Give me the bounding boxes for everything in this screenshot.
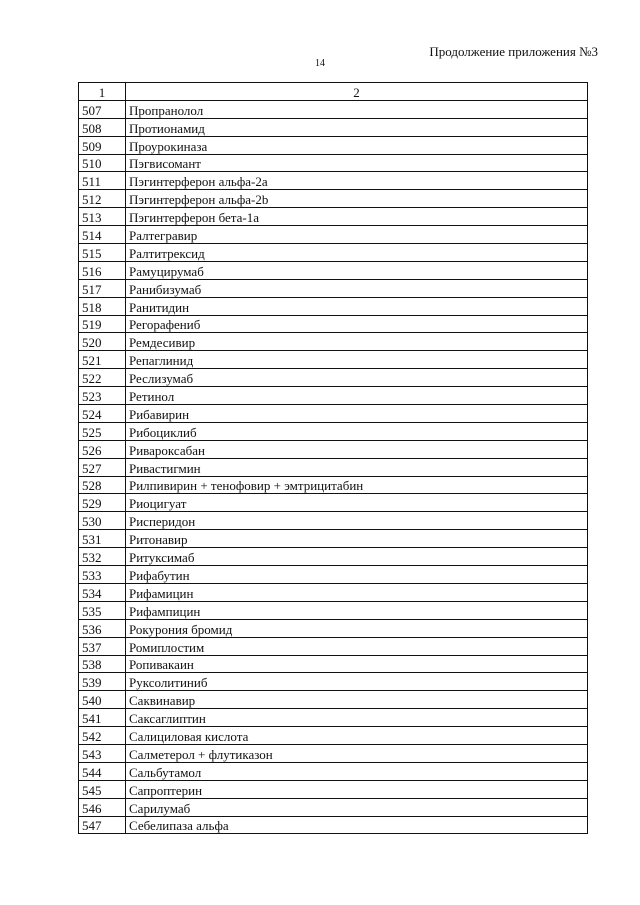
row-number: 508	[79, 118, 126, 136]
row-number: 513	[79, 208, 126, 226]
row-number: 527	[79, 458, 126, 476]
table-row	[79, 118, 588, 136]
row-number: 542	[79, 727, 126, 745]
row-number: 537	[79, 637, 126, 655]
row-number: 535	[79, 601, 126, 619]
table-row	[79, 351, 588, 369]
row-number: 533	[79, 566, 126, 584]
drug-name: Руксолитиниб	[126, 673, 588, 691]
drug-name: Рифабутин	[126, 566, 588, 584]
row-number: 531	[79, 530, 126, 548]
table-row	[79, 709, 588, 727]
row-number: 544	[79, 762, 126, 780]
row-number: 547	[79, 816, 126, 834]
row-number: 523	[79, 387, 126, 405]
drug-name: Ранибизумаб	[126, 279, 588, 297]
row-number: 522	[79, 369, 126, 387]
drug-name: Рибавирин	[126, 405, 588, 423]
table-row	[79, 190, 588, 208]
drug-name: Сапроптерин	[126, 780, 588, 798]
table-row	[79, 512, 588, 530]
row-number: 524	[79, 405, 126, 423]
table-row	[79, 691, 588, 709]
drug-name: Рифамицин	[126, 583, 588, 601]
table-row	[79, 136, 588, 154]
drug-name: Ропивакаин	[126, 655, 588, 673]
drug-name: Ритонавир	[126, 530, 588, 548]
row-number: 521	[79, 351, 126, 369]
row-number: 529	[79, 494, 126, 512]
drug-name: Пэгинтерферон альфа-2b	[126, 190, 588, 208]
row-number: 511	[79, 172, 126, 190]
drug-name: Ромиплостим	[126, 637, 588, 655]
table-row	[79, 744, 588, 762]
drug-name: Салметерол + флутиказон	[126, 744, 588, 762]
row-number: 519	[79, 315, 126, 333]
row-number: 528	[79, 476, 126, 494]
drug-name: Риоцигуат	[126, 494, 588, 512]
drug-name: Ривастигмин	[126, 458, 588, 476]
table-row	[79, 333, 588, 351]
row-number: 509	[79, 136, 126, 154]
row-number: 540	[79, 691, 126, 709]
drug-list-table	[78, 82, 588, 834]
table-row	[79, 762, 588, 780]
table-row	[79, 279, 588, 297]
table-row	[79, 369, 588, 387]
table-row	[79, 172, 588, 190]
table-row	[79, 583, 588, 601]
drug-name: Рибоциклиб	[126, 422, 588, 440]
drug-name: Рисперидон	[126, 512, 588, 530]
table-row	[79, 494, 588, 512]
drug-name: Ралтегравир	[126, 226, 588, 244]
drug-name: Рамуцирумаб	[126, 261, 588, 279]
table-row	[79, 458, 588, 476]
row-number: 510	[79, 154, 126, 172]
row-number: 538	[79, 655, 126, 673]
table-row	[79, 673, 588, 691]
row-number: 516	[79, 261, 126, 279]
drug-name: Саквинавир	[126, 691, 588, 709]
table-body	[79, 100, 588, 834]
table-row	[79, 405, 588, 423]
row-number: 517	[79, 279, 126, 297]
table-header-row	[79, 83, 588, 101]
table-row	[79, 619, 588, 637]
row-number: 541	[79, 709, 126, 727]
table-row	[79, 440, 588, 458]
appendix-continuation-note: Продолжение приложения №3	[429, 44, 598, 59]
row-number: 514	[79, 226, 126, 244]
drug-name: Рилпивирин + тенофовир + эмтрицитабин	[126, 476, 588, 494]
row-number: 526	[79, 440, 126, 458]
table-row	[79, 780, 588, 798]
table-row	[79, 208, 588, 226]
table-row	[79, 548, 588, 566]
table-row	[79, 422, 588, 440]
drug-name: Проурокиназа	[126, 136, 588, 154]
table-row	[79, 530, 588, 548]
drug-name: Ретинол	[126, 387, 588, 405]
table-row	[79, 154, 588, 172]
drug-name: Салициловая кислота	[126, 727, 588, 745]
table-row	[79, 297, 588, 315]
row-number: 530	[79, 512, 126, 530]
table-row	[79, 655, 588, 673]
drug-name: Рокурония бромид	[126, 619, 588, 637]
drug-name: Пропранолол	[126, 100, 588, 118]
drug-name: Ранитидин	[126, 297, 588, 315]
table-row	[79, 315, 588, 333]
row-number: 543	[79, 744, 126, 762]
row-number: 546	[79, 798, 126, 816]
drug-name: Ривароксабан	[126, 440, 588, 458]
row-number: 515	[79, 244, 126, 262]
row-number: 532	[79, 548, 126, 566]
drug-name: Саксаглиптин	[126, 709, 588, 727]
drug-name: Себелипаза альфа	[126, 816, 588, 834]
drug-name: Пэгинтерферон альфа-2а	[126, 172, 588, 190]
drug-name: Протионамид	[126, 118, 588, 136]
drug-name: Пэгвисомант	[126, 154, 588, 172]
column-header-name: 2	[126, 83, 588, 101]
table-row	[79, 798, 588, 816]
drug-name: Ралтитрексид	[126, 244, 588, 262]
table-row	[79, 566, 588, 584]
table-row	[79, 476, 588, 494]
row-number: 512	[79, 190, 126, 208]
table-row	[79, 637, 588, 655]
table-row	[79, 100, 588, 118]
row-number: 545	[79, 780, 126, 798]
row-number: 520	[79, 333, 126, 351]
table-row	[79, 226, 588, 244]
row-number: 534	[79, 583, 126, 601]
row-number: 518	[79, 297, 126, 315]
drug-name: Рифампицин	[126, 601, 588, 619]
drug-name: Репаглинид	[126, 351, 588, 369]
page-number: 14	[315, 58, 325, 69]
table-row	[79, 816, 588, 834]
table-row	[79, 601, 588, 619]
table-row	[79, 387, 588, 405]
drug-name: Регорафениб	[126, 315, 588, 333]
drug-name: Ритуксимаб	[126, 548, 588, 566]
row-number: 539	[79, 673, 126, 691]
row-number: 536	[79, 619, 126, 637]
table-row	[79, 244, 588, 262]
row-number: 525	[79, 422, 126, 440]
drug-name: Сарилумаб	[126, 798, 588, 816]
drug-name: Ремдесивир	[126, 333, 588, 351]
table-row	[79, 261, 588, 279]
drug-name: Сальбутамол	[126, 762, 588, 780]
row-number: 507	[79, 100, 126, 118]
drug-name: Реслизумаб	[126, 369, 588, 387]
drug-name: Пэгинтерферон бета-1а	[126, 208, 588, 226]
table-row	[79, 727, 588, 745]
column-header-number: 1	[79, 83, 126, 101]
